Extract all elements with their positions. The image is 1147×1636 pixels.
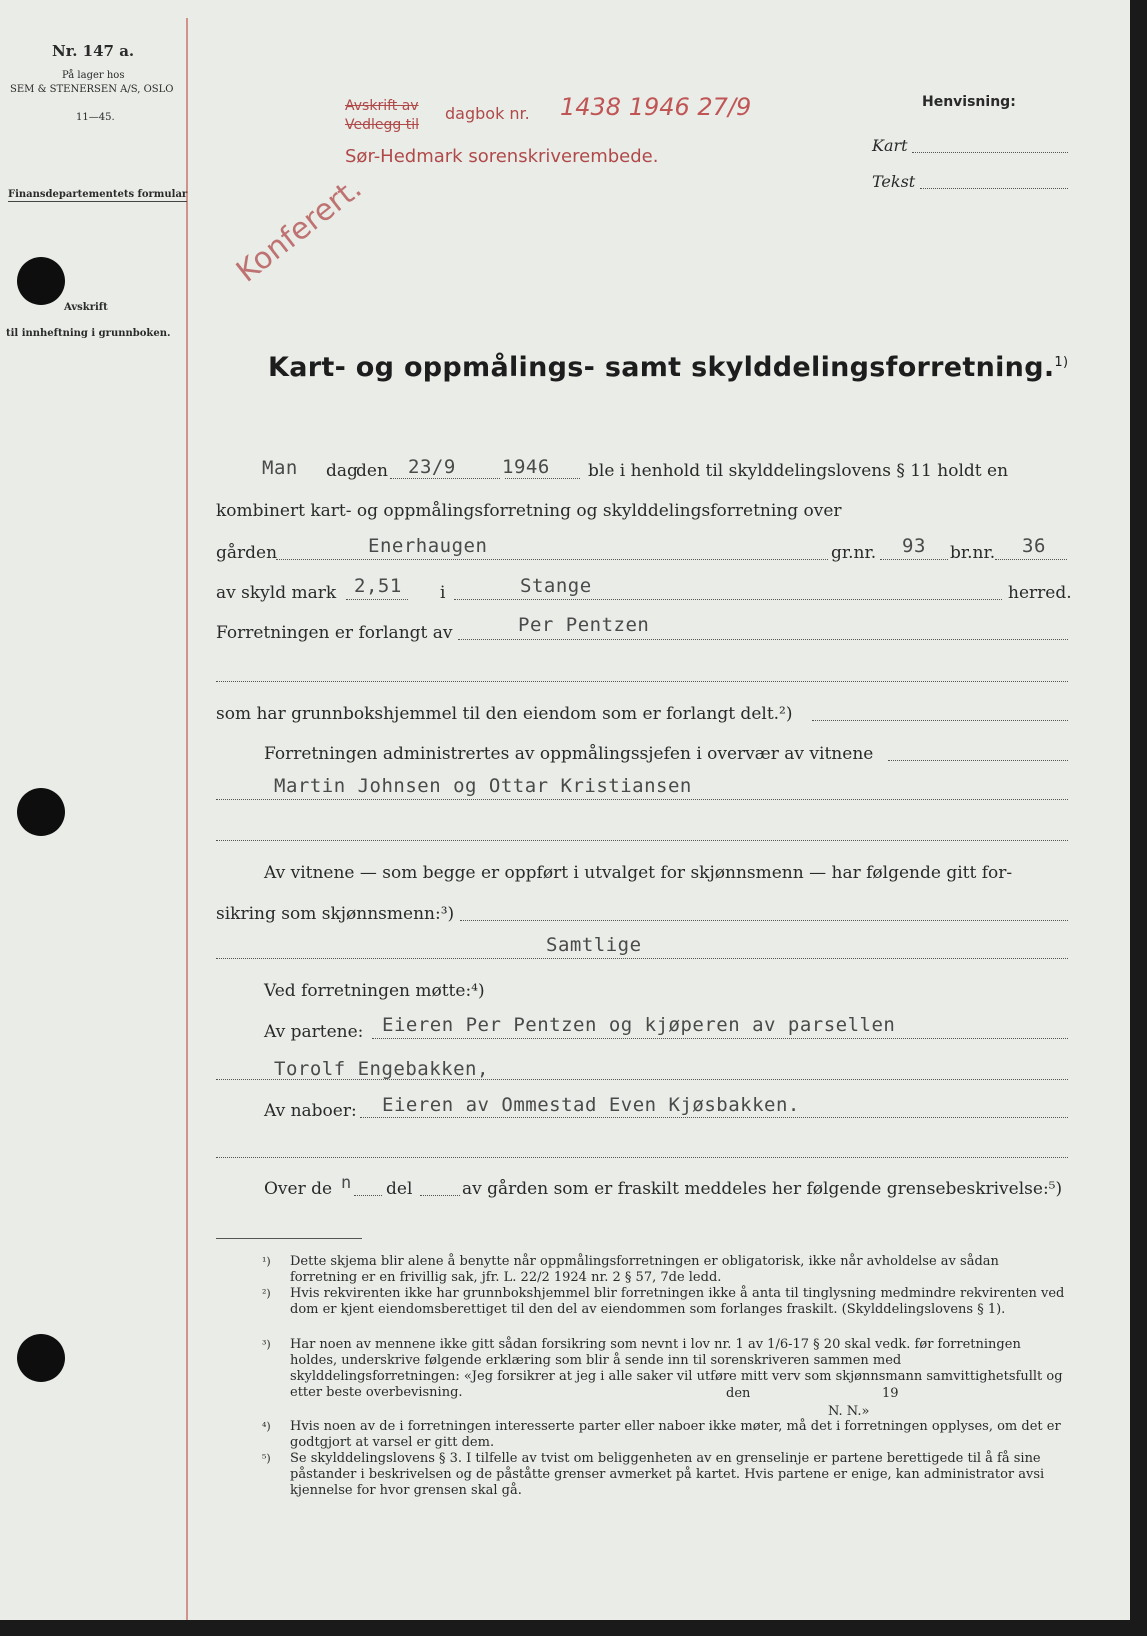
bnr-label: br.nr. [950,543,996,563]
page-title: Kart- og oppmålings- samt skylddelingsforretning.$^{1)}$ [268,352,1069,383]
copy-purpose: til innheftning i grunnboken. [6,328,171,339]
parties-2: Torolf Engebakken, [274,1058,489,1080]
over-label: Over de [264,1179,333,1199]
gnr-value: 93 [902,535,926,557]
in-label: i [440,583,446,603]
parties-label: Av partene: [264,1022,364,1042]
den-label: den [356,461,388,481]
witnesses: Martin Johnsen og Ottar Kristiansen [274,775,692,797]
punch-hole [17,257,65,305]
journal-number: 1438 1946 27/9 [560,93,752,121]
footnote-3: Har noen av mennene ikke gitt sådan forsikring som nevnt i lov nr. 1 av 1/6-17 § 20 skal vedk. før forretningen holdes, underskrive følgende erklæring som blir å sende inn til sorenskriveren sammen med skylddelingsforretningen: «Jeg forsikrer at jeg i alle saker vil utføre mitt verv som skjønnsmann samvittighetsfullt og etter beste overbevisning. [290,1337,1063,1400]
footnote-mark: ¹) [262,1255,271,1268]
court-office: Sør-Hedmark sorenskriverembede. [345,146,659,167]
punch-hole [17,788,65,836]
stamp-attachment: Vedlegg til [345,117,419,133]
footnote-3-year: 19 [882,1386,899,1401]
reference-label: Henvisning: [922,94,1016,110]
admin-line: Forretningen administrertes av oppmålingssjefen i overvær av vitnene [264,744,874,764]
over-handwritten: n [341,1173,352,1193]
footnote-mark: ²) [262,1287,271,1300]
footnote-mark: ⁵) [262,1452,271,1465]
tax-label: av skyld mark [216,583,337,603]
witness-line-1: Av vitnene — som begge er oppført i utvalget for skjønnsmenn — har følgende gitt for- [264,863,1013,883]
herred-label: herred. [1008,583,1072,603]
neighbours-label: Av naboer: [264,1101,357,1121]
stamp-copy-of: Avskrift av [345,98,419,114]
ministry-formular: Finansdepartementets formular [8,189,188,200]
del-label: del [386,1179,413,1199]
publisher-line-1: På lager hos [62,70,125,81]
municipality: Stange [520,575,592,597]
date-year: 1946 [502,456,550,478]
body-line-2: kombinert kart- og oppmålingsforretning og skylddelingsforretning over [216,501,842,521]
boundary-line: av gården som er fraskilt meddeles her følgende grensebeskrivelse:⁵) [462,1179,1063,1199]
stamp-journal-label: dagbok nr. [445,104,530,123]
footnote-3-signature: N. N.» [828,1404,870,1419]
footnote-1: Dette skjema blir alene å benytte når oppmålingsforretningen er obligatorisk, ikke når avholdelse av sådan forretning er en frivillig sak, jfr. L. 22/2 1924 nr. 2 § 57, 7de ledd. [290,1254,999,1285]
footnote-3-den: den [726,1386,751,1401]
footnote-mark: ³) [262,1338,271,1351]
bnr-value: 36 [1022,535,1046,557]
parties-1: Eieren Per Pentzen og kjøperen av parsellen [382,1014,896,1036]
print-date: 11—45. [76,112,115,123]
stamp-konferert: Konferert. [230,170,369,290]
all-witnesses: Samtlige [546,934,642,956]
neighbours: Eieren av Ommestad Even Kjøsbakken. [382,1094,800,1116]
punch-hole [17,1334,65,1382]
weekday-handwritten: Man [262,457,298,479]
footnote-mark: ⁴) [262,1420,271,1433]
gnr-label: gr.nr. [831,543,877,563]
title-line: som har grunnbokshjemmel til den eiendom som er forlangt delt.²) [216,704,793,724]
attended-label: Ved forretningen møtte:⁴) [264,981,485,1001]
farm-label: gården [216,543,278,563]
reference-map-label: Kart [872,136,908,155]
form-number: Nr. 147 a. [52,42,135,60]
requested-label: Forretningen er forlangt av [216,623,453,643]
date-day-month: 23/9 [408,456,456,478]
requested-by: Per Pentzen [518,614,650,636]
copy-label: Avskrift [64,302,108,313]
weekday-suffix: dag [326,461,358,481]
publisher-line-2: SEM & STENERSEN A/S, OSLO [10,84,174,95]
tax-value: 2,51 [354,575,402,597]
margin-rule [186,18,188,1620]
footnote-rule [216,1238,362,1239]
witness-line-2: sikring som skjønnsmenn:³) [216,904,455,924]
reference-text-label: Tekst [872,172,916,191]
farm-name: Enerhaugen [368,535,488,557]
footnote-4: Hvis noen av de i forretningen interesserte parter eller naboer ikke møter, må det i forretningen opplyses, om det er godtgjort at varsel er gitt dem. [290,1419,1061,1450]
footnote-2: Hvis rekvirenten ikke har grunnbokshjemmel blir forretningen ikke å anta til tinglysning medmindre rekvirenten ved dom er kjent eiendomsberettiget til den del av eiendommen som forlanges fraskilt. (Skylddelingslovens § 1). [290,1286,1065,1317]
footnote-5: Se skylddelingslovens § 3. I tilfelle av tvist om beliggenheten av en grenselinje er partene berettigede til å få sine påstander i beskrivelsen og de påståtte grenser avmerket på kartet. Hvis partene er enige, kan administrator avsi kjennelse for hvor grensen skal gå. [290,1451,1045,1498]
body-line-1-rest: ble i henhold til skylddelingslovens § 11 holdt en [588,461,1009,481]
